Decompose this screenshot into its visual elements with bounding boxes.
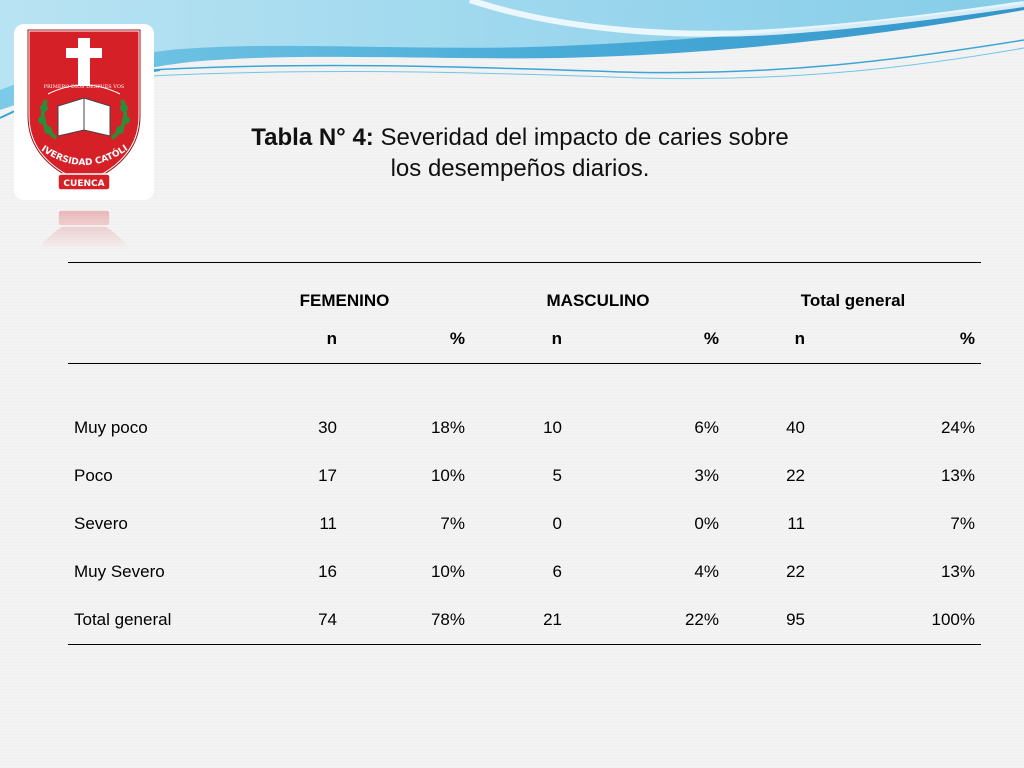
- table-group-header-row: [68, 263, 981, 316]
- table-cell: 6: [552, 562, 562, 581]
- table-spacer-row: [68, 364, 981, 405]
- subheader-cell: %: [959, 329, 975, 348]
- title-label: Tabla N° 4:: [251, 124, 374, 151]
- table-cell: 5: [552, 466, 562, 485]
- table-subheader-row: [68, 315, 981, 364]
- logo-university-text: IVERSIDAD CATÓLI: [39, 143, 130, 169]
- subheader-cell: n: [794, 329, 805, 348]
- table-cell: 22: [786, 562, 805, 581]
- svg-text:PRIMERO DIOS DESPUES VOS: PRIMERO DIOS DESPUES VOS: [43, 84, 125, 90]
- table-cell: 95: [786, 610, 805, 629]
- table-cell: 10%: [430, 466, 465, 485]
- row-label: Poco: [74, 466, 113, 485]
- table-cell: 40: [786, 418, 805, 437]
- table-row: [68, 452, 981, 500]
- group-header-masculino: MASCULINO: [546, 291, 650, 310]
- university-logo: [14, 24, 154, 249]
- row-label: Total general: [74, 610, 172, 629]
- slide-title: [200, 122, 840, 184]
- table-cell: 13%: [940, 562, 975, 581]
- severity-table: [68, 262, 981, 645]
- table-row-total: [68, 596, 981, 645]
- table-row: [68, 404, 981, 452]
- logo-reflection: [14, 200, 154, 250]
- table-cell: 0%: [694, 514, 719, 533]
- table-subheader-spacer: [68, 315, 218, 364]
- table-cell: 10%: [430, 562, 465, 581]
- table-cell: 4%: [694, 562, 719, 581]
- table-cell: 16: [318, 562, 337, 581]
- title-line-2: los desempeños diarios.: [390, 155, 650, 182]
- row-label: Muy Severo: [74, 562, 165, 581]
- logo-card: [14, 24, 154, 200]
- svg-text:CUENCA: CUENCA: [63, 179, 105, 189]
- table-cell: 0: [552, 514, 562, 533]
- group-header-femenino: FEMENINO: [299, 291, 390, 310]
- table-cell: 24%: [940, 418, 975, 437]
- subheader-cell: %: [703, 329, 719, 348]
- table-cell: 74: [318, 610, 337, 629]
- table-cell: 18%: [430, 418, 465, 437]
- table-cell: 11: [319, 514, 337, 533]
- title-line-1: Severidad del impacto de caries sobre: [380, 124, 789, 151]
- table-cell: 11: [787, 514, 805, 533]
- subheader-cell: n: [551, 329, 562, 348]
- subheader-cell: n: [326, 329, 337, 348]
- table-cell: 100%: [931, 610, 975, 629]
- table-cell: 7%: [950, 514, 975, 533]
- logo-reflection-image: [14, 200, 154, 250]
- group-header-total: Total general: [800, 291, 906, 310]
- table-cell: 10: [543, 418, 562, 437]
- subheader-cell: %: [449, 329, 465, 348]
- university-shield-icon: [14, 24, 154, 200]
- row-label: Muy poco: [74, 418, 148, 437]
- table-cell: 78%: [430, 610, 465, 629]
- table-cell: 30: [318, 418, 337, 437]
- table-cell: 7%: [440, 514, 465, 533]
- table-cell: 3%: [694, 466, 719, 485]
- table-cell: 13%: [940, 466, 975, 485]
- table-row: [68, 500, 981, 548]
- table-cell: 6%: [694, 418, 719, 437]
- table-corner-cell: [68, 263, 218, 316]
- table-row: [68, 548, 981, 596]
- table-cell: 22%: [684, 610, 719, 629]
- table-cell: 21: [543, 610, 562, 629]
- table-cell: 17: [318, 466, 337, 485]
- row-label: Severo: [74, 514, 128, 533]
- table-cell: 22: [786, 466, 805, 485]
